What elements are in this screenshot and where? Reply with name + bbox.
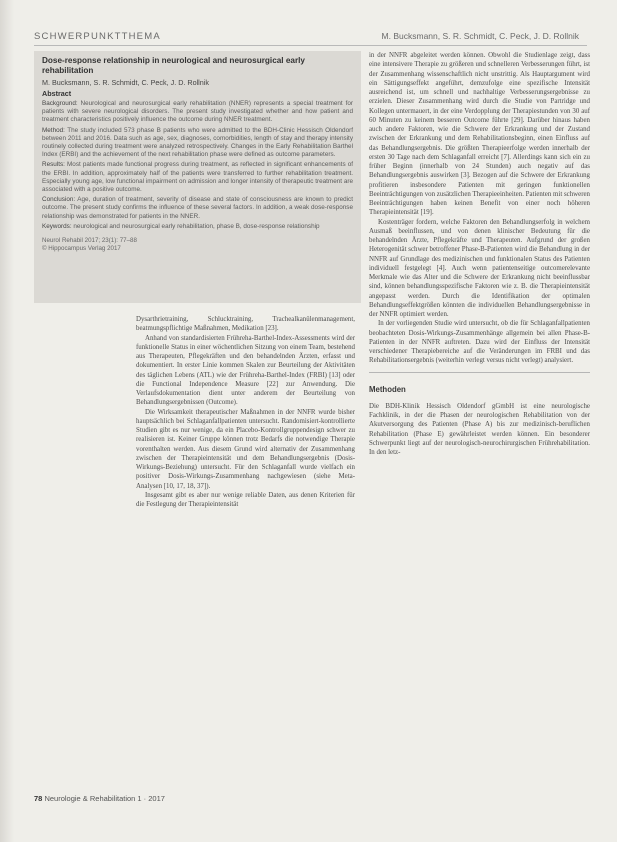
conclusion-label: Conclusion: [42, 196, 76, 204]
english-abstract-box [34, 51, 361, 303]
abstract-heading: Abstract [42, 88, 72, 98]
left-text-column [136, 315, 355, 790]
paragraph: In der vorliegenden Studie wird untersucht, ob die für Schlaganfallpatienten beobachteten Dosis-Wirkungs-Zusammenhänge allgemein bei allen Phase-B-Patienten in der NNFR auftreten. Dazu wird der Einfluss der Intensität verschiedener Therapiebereiche auf die Veränderungen im FRBI und das Rehabilitationsergebnis (weiterhin verlegt versus nicht verlegt) analysiert. [369, 320, 590, 365]
keywords-text: neurological and neurosurgical early rehabilitation, phase B, dose-response relationship [73, 222, 320, 230]
paragraph: Kostenträger fordern, welche Faktoren den Behandlungserfolg in welchem Ausmaß beeinflussen, und von denen klinischer Bedeutung für die behandelnden Ärzte, Pflegekräfte und Therapeuten. Aufgrund der großen Heterogenität schwer betroffener Phase-B-Patienten wird die Behandlung in der NNFR auf Grundlage des medizinischen und funktionalen Status des Patienten individuell festgelegt [4]. Auch wenn patientenseitige outcomerelevante Merkmale wie das Alter und die Schwere der Erkrankung nicht beeinflussbar sind, können behandlungsspezifische Faktoren wie z. B. die Therapieintensität angepasst werden. Durch die Identifikation der optimalen Behandlungseffektgrößen könnten die individuellen Behandlungsergebnisse in der NNFR optimiert werden. [369, 218, 590, 318]
background-label: Background: [42, 100, 78, 107]
section-rule [369, 372, 590, 373]
paragraph: Insgesamt gibt es aber nur wenige reliable Daten, aus denen Kriterien für die Festlegung der Therapieintensität [136, 491, 355, 508]
citation-line-1: Neurol Rehabil 2017; 23(1): 77–88 [42, 237, 137, 245]
conclusion-text: Age, duration of treatment, severity of disease and state of consciousness are known to predict outcome. The present study confirms the influence of these several factors. In addition, a weak dose-response relationship was demonstrated for patients in the NNER. [42, 196, 353, 220]
page-footer [34, 794, 165, 803]
abstract-title: Dose-response relationship in neurological and neurosurgical early rehabilitation [42, 56, 305, 75]
results-text: Most patients made functional progress during treatment, as reflected in significant enhancements of the ERBI. In addition, approximately half of the patients were transferred to further rehabilitation treatment. Especially young age, low functional impairment on admission and longer intensity of therapeutic treatment are associated with a positive outcome. [42, 161, 353, 194]
page-binding-shadow [0, 0, 14, 842]
method-label: Method: [42, 126, 65, 134]
abstract-results [42, 161, 353, 194]
paragraph: Die Wirksamkeit therapeutischer Maßnahmen in der NNFR wurde bisher hauptsächlich bei Schlaganfallpatienten untersucht. Randomisiert-kontrollierte Studien gibt es nur wenige, da ein Placebo-Kontrollgruppendesign schwer zu realisieren ist. Keiner Gruppe können trotz Bedarfs die notwendige Therapie vorenthalten werden. Aus diesem Grund wird alternativ der Zusammenhang zwischen der Therapieintensität und dem Behandlungsergebnis (Dosis-Wirkungs-Beziehung) untersucht. Für den Schlaganfall wurde vielfach ein positiver Dosis-Wirkungs-Zusammenhang nachgewiesen (siehe Meta-Analysen [10, 17, 18, 37]). [136, 408, 355, 490]
paragraph: in der NNFR abgeleitet werden können. Obwohl die Studienlage zeigt, dass eine intensivere Therapie zu größeren und schnelleren Verbesserungen führt, ist der Zusammenhang wissenschaftlich nicht unstrittig. Als Hauptargument wird ein Sättigungseffekt angeführt, demzufolge eine spezifische Intensität ausreichend ist, um schnell und nachhaltige Verbesserungsergebnisse zu erzielen. Dieser Zusammenhang wird durch die Studie von Partridge und Kollegen untermauert, in der eine Verdopplung der Therapiestunden von 30 auf 60 Minuten zu keinem besseren Outcome führte [29]. Darüber hinaus haben auch andere Faktoren, wie die Schwere der Erkrankung und der Zustand zwischen der Erkrankung und dem Rehabilitationsbeginn, einen Einfluss auf das Behandlungsergebnis. Die größten Therapieerfolge werden innerhalb der ersten 30 Tage nach dem Schlaganfall erreicht [7]. Allerdings kann sich ein zu früher Beginn (innerhalb von 24 Stunden) auch negativ auf das Behandlungsergebnis auswirken [3]. Bezogen auf die Schwere der Erkrankung profitieren insbesondere Patienten mit geringen funktionellen Beeinträchtigungen von zusätzlichen Therapieeinheiten. Patienten mit schweren Beeinträchtigungen haben keinen Benefit von einer noch höheren Therapieintensität [19]. [369, 52, 590, 217]
background-text: Neurological and neurosurgical early rehabilitation (NNER) represents a special treatment for patients with severe neurological disorders. The present study investigated whether and how patient and treatment characteristics positively influence the outcome during NNER treatment. [42, 100, 353, 124]
paragraph: Dysarthrietraining, Schlucktraining, Trachealkanülenmanagement, beatmungspflichtige Maßnahmen, Medikation [23]. [136, 316, 355, 333]
right-text-column [369, 51, 590, 789]
journal-name: Neurologie & Rehabilitation 1 · 2017 [44, 794, 165, 803]
keywords-label: Keywords: [42, 222, 72, 230]
citation [42, 237, 353, 253]
page-number: 78 [34, 794, 43, 803]
paragraph: Die BDH-Klinik Hessisch Oldendorf gGmbH ist eine neurologische Fachklinik, in der die Phasen der neurologischen Rehabilitation von der Akutversorgung des Patienten (Phase A) bis zur medizinisch-beruflichen Rehabilitation (Phase E) gewährleistet werden können. Ein besonderer Schwerpunkt liegt auf der neurologisch-neurochirurgischen Frührehabilitation. In den letz- [369, 402, 590, 456]
results-label: Results: [42, 161, 65, 169]
abstract-background [42, 100, 353, 125]
abstract-method [42, 127, 353, 160]
section-label: SCHWERPUNKTTHEMA [34, 31, 161, 42]
abstract-keywords [42, 223, 353, 231]
abstract-conclusion [42, 196, 353, 221]
header-rule [34, 45, 587, 46]
methods-heading: Methoden [369, 384, 406, 394]
citation-line-2: © Hippocampus Verlag 2017 [42, 245, 121, 253]
paragraph: Anhand von standardisierten Frühreha-Barthel-Index-Assessments wird der funktionelle Status in einer wöchentlichen Sitzung von einem Team, bestehend aus Therapeuten, Pflegekräften und den behandelnden Ärzten, erfasst und dokumentiert. In erster Linie kommen Skalen zur Beurteilung der Aktivitäten des täglichen Lebens (ATL) wie der Frühreha-Barthel-Index (FRBI) [13] oder die Functional Independence Measure [22] zur Anwendung. Die Verlaufsdokumentation dient unter anderem der Beurteilung von Behandlungsergebnissen (Outcome). [136, 334, 355, 407]
method-text: The study included 573 phase B patients who were admitted to the BDH-Clinic Hessisch Oldendorf between 2011 and 2016. Data such as age, sex, diagnoses, comorbidities, length of stay and therapy intensity routinely collected during treatment were analyzed retrospectively. Changes in the Early Rehabilitation Barthel Index (ERBI) and the achievement of the next rehabilitation phase were defined as outcome parameters. [42, 126, 353, 159]
running-head-authors: M. Bucksmann, S. R. Schmidt, C. Peck, J. D. Rollnik [381, 31, 579, 41]
abstract-authors: M. Bucksmann, S. R. Schmidt, C. Peck, J. D. Rollnik [42, 78, 209, 87]
